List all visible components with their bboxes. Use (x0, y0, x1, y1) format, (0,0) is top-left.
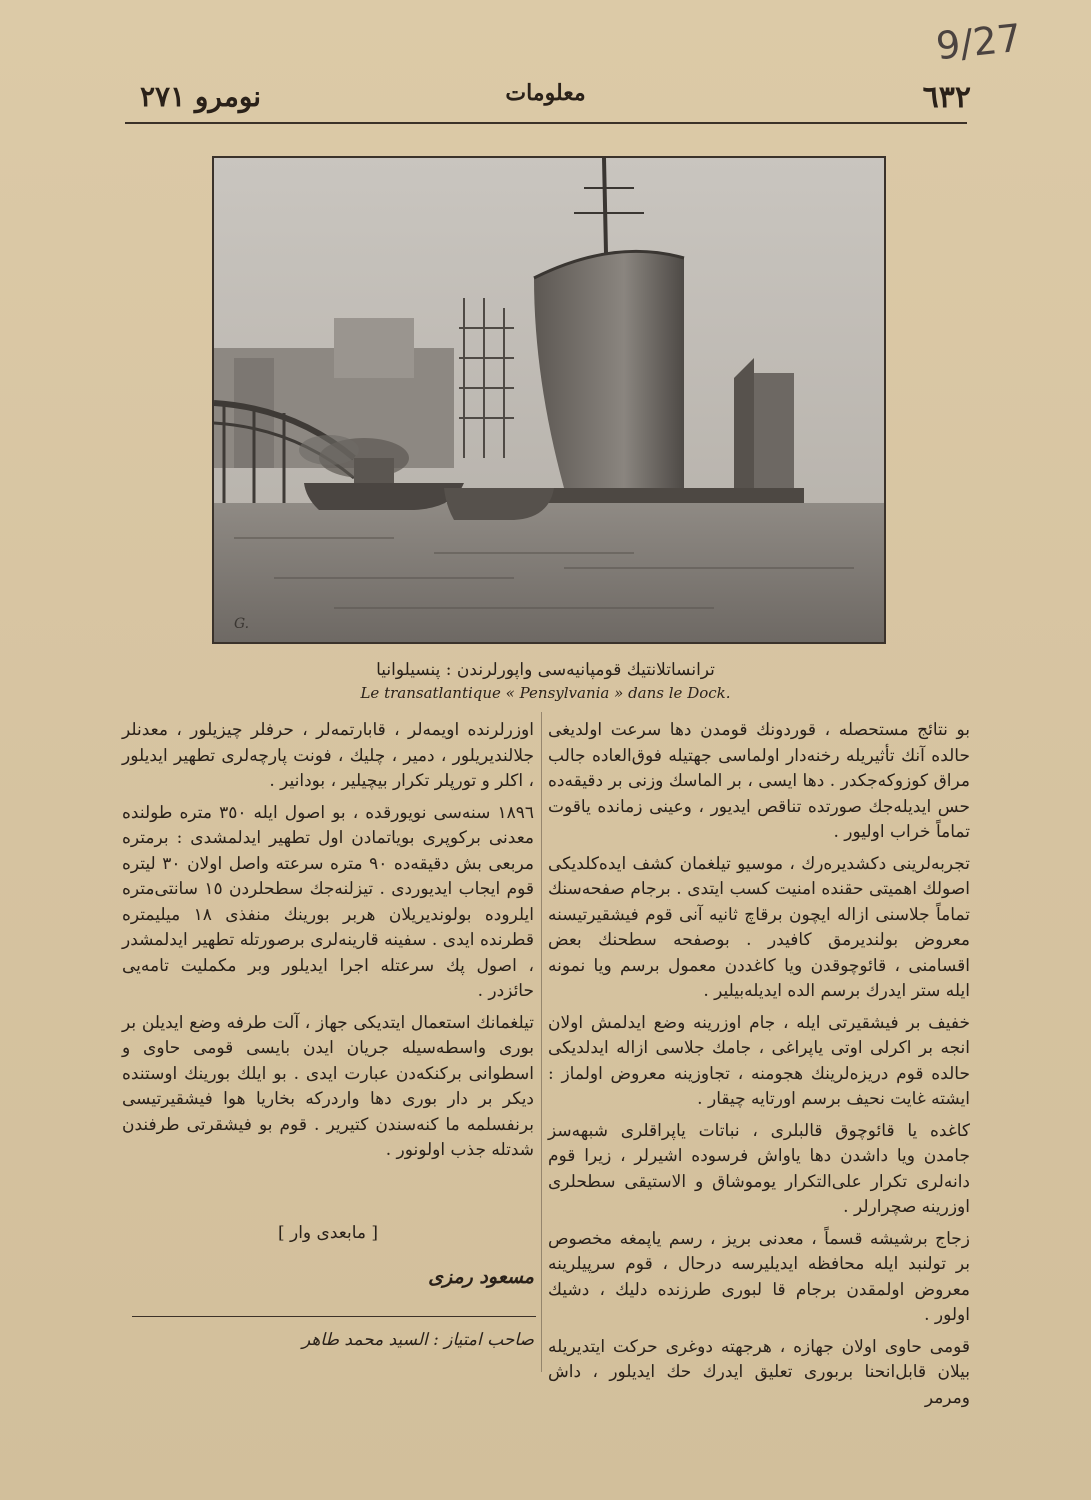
page-number: ٦٣٢ (922, 80, 971, 115)
figure-caption-french: Le transatlantique « Pensylvania » dans le Dock. (360, 684, 731, 702)
header-rule (125, 122, 967, 124)
journal-title: معلومات (505, 80, 586, 106)
paragraph: خفیف بر فیشقیرتی ایله ، جام اوزرینه وضع ایدلمش اولان انجه بر اکرلی اوتی یاپراغی ، جامك جلاسی ازاله ایدلدیکی حالده قوم دریزه‌لرینك هجومنه ، تجاوزینه معروض اولماز : ایشته غایت نحیف برسم اورتایه چیقار . (548, 1012, 970, 1109)
editor-rule (132, 1316, 536, 1317)
figure-caption-ottoman: ترانساتلانتیك قومپانیه‌سی واپورلرندن : پنسیلوانیا (376, 660, 715, 680)
paragraph: اوزرلرنده اویمه‌لر ، قابارتمه‌لر ، حرفلر چیزیلور ، معدنلر جلالندیریلور ، دمیر ، چلیك ، فونت پارچه‌لری تطهیر ایدیلور ، اکلر و تورپلر تکرار بیچیلیر ، بودانیر . (122, 720, 534, 791)
left-column (122, 718, 534, 1170)
svg-text:G.: G. (234, 616, 250, 632)
right-column (548, 718, 970, 1417)
issue-number: نومرو ٢٧١ (140, 80, 262, 113)
author-signature: مسعود رمزی (428, 1266, 534, 1288)
paragraph: کاغده یا قائوچوق قالبلری ، نباتات یاپراقلری شبهه‌سز جامدن ویا داشدن دها یاواش فرسوده اشیرلر ، زیرا قوم دانه‌لری تکرار علی‌التکرار یوموشاق و الاستیقی سطحلری اوزرینه صچرارلر . (548, 1120, 970, 1217)
paragraph: ١٨٩٦ سنه‌سی نویورقده ، بو اصول ایله ٣٥٠ متره طولنده معدنی برکوپری بویاتمادن اول تطهیر ایدلمشدی : برمتره مربعی بش دقیقه‌ده ٩٠ متره سرعته واصل اولان ٣٠ لیتره قوم ایجاب ایدیوردی . تیزلنه‌جك سطحلردن ١٥ سانتی‌متره ایلروده بولوندیریلان هربر بورینك منفذی ١٨ میلیمتره قطرنده ایدی . سفینه قارینه‌لری برصورتله تطهیر ایدلمشدر ، اصول پك سرعتله اجرا ایدیلور وبر مکملیت تامه‌یی حائزدر . (122, 802, 535, 1001)
ship-engraving (212, 156, 886, 644)
paragraph: زجاج برشیشه قسماً ، معدنی بریز ، رسم یاپمغه مخصوص بر تولنبد ایله محافظه ایدیلیرسه درحال ، قوم سرپیلرینه معروض اولمقدن برجام قا لبوری طرزنده دلیك ، دشیك اولور . (548, 1228, 970, 1325)
continued-note: [ مابعدی وار ] (277, 1223, 379, 1243)
paragraph: تیلغمانك استعمال ایتدیکی جهاز ، آلت طرفه وضع ایدیلن بر بوری واسطه‌سیله جریان ایدن بایسی قومی حاوی و اسطوانی برکنکه‌دن عبارت ایدی . بو ایلك بورینك اوستنده دیکر بر دار بوری دها واردرکه بخاریا هوا فیشقیرتیسی برنفسلمه ما کنه‌سندن کتیریر . قوم بو فیشقرتی طرفندن شدتله جذب اولونور . (122, 1012, 534, 1160)
handwritten-archive-number: 9/27 (933, 15, 1024, 69)
paragraph: تجربه‌لرینی دکشدیره‌رك ، موسیو تیلغمان کشف ایده‌کلدیکی اصولك اهمیتی حقنده امنیت کسب ایتدی . برجام صفحه‌سنك تماماً جلاسنی ازاله ایچون برقاچ ثانیه آنی قوم فیشقیرتیسنه معروض بولندیرمق کافیدر . بوصفحه سطحنك بعض اقسامنی ، قائوچوقدن ویا کاغددن معمول برسم ویا نمونه ایله ستر ایدرك برسم الده ایدیله‌بیلیر . (548, 853, 970, 1001)
editor-credit: صاحب امتیاز : السید محمد طاهر (301, 1330, 534, 1350)
engraving-illustration (214, 158, 884, 642)
paragraph: قومی حاوی اولان جهازه ، هرجهته دوغری حرکت ایتدیریله بیلان قابل‌انحنا بربوری تعلیق ایدرك حك ایدیلور ، داش ومرمر (548, 1336, 970, 1408)
paragraph: بو نتائج مستحصله ، قوردونك قومدن دها سرعت اولدیغی حالده آنك تأثیریله رخنه‌دار اولماسی جهتیله فوق‌العاده جالب مراق کوزوکه‌جکدر . دها ایسی ، بر الماسك وزنی بر دقیقه‌ده حس ایدیله‌جك صورتده تناقص ایدیور ، وعینی زمانده یاقوت تماماً خراب اولیور . (548, 720, 970, 842)
column-separator (541, 712, 542, 1372)
